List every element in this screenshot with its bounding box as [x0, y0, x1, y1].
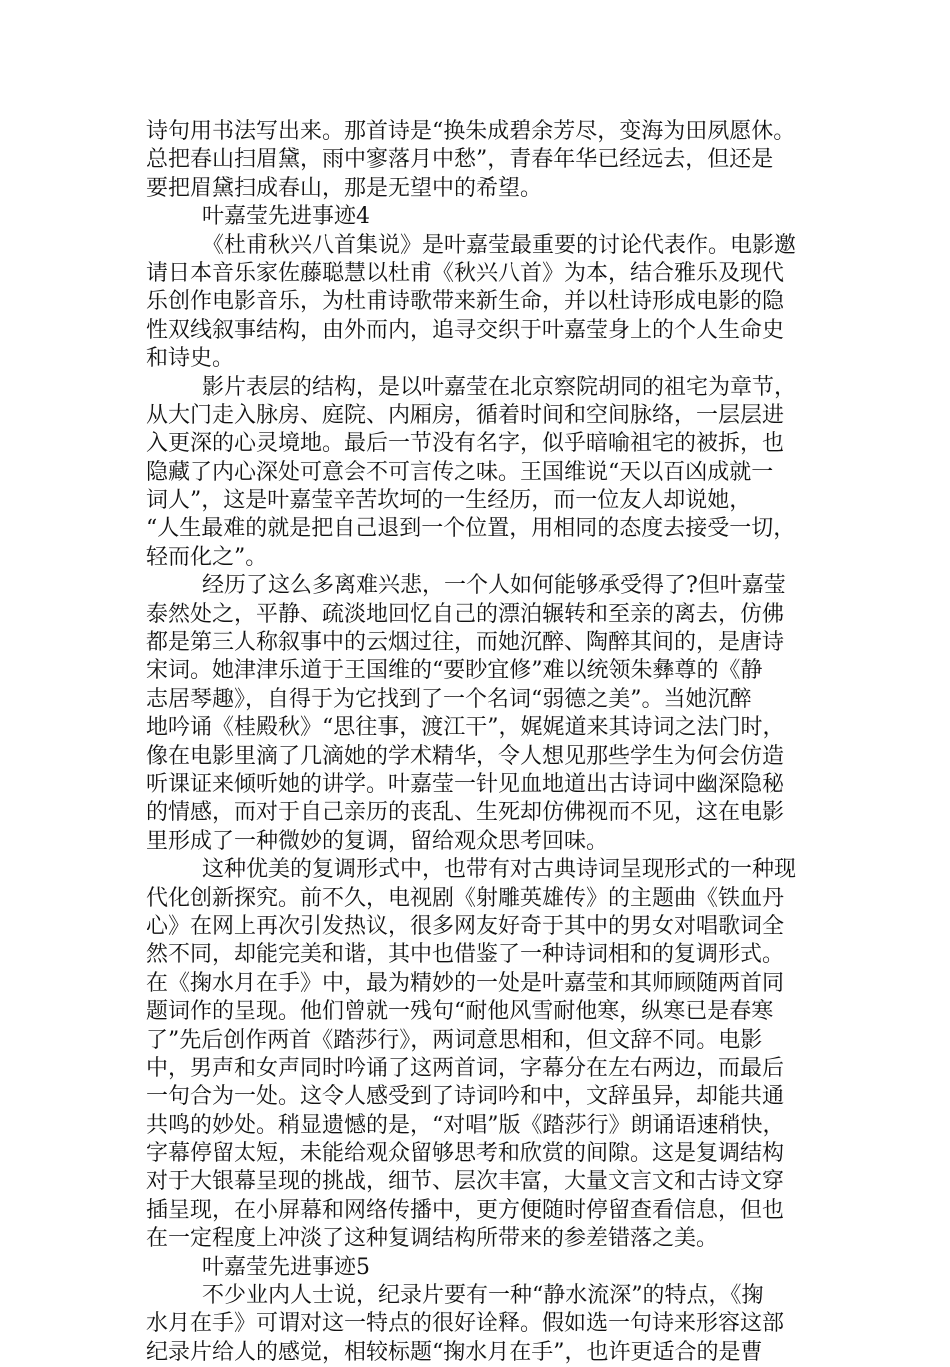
- text-line: 和诗史。: [146, 346, 235, 372]
- text-line: 代化创新探究。前不久，电视剧《射雕英雄传》的主题曲《铁血丹: [146, 885, 785, 911]
- text-line: “人生最难的就是把自己退到一个位置，用相同的态度去接受一切，: [146, 516, 796, 542]
- text-line: 泰然处之，平静、疏淡地回忆自己的漂泊辗转和至亲的离去，仿佛: [146, 601, 785, 627]
- text-line: 在《掬水月在手》中，最为精妙的一处是叶嘉莹和其师顾随两首同: [146, 970, 785, 996]
- text-line: 地吟诵《桂殿秋》“思往事，渡江干”，娓娓道来其诗词之法门时，: [146, 715, 785, 741]
- text-line: 这种优美的复调形式中，也带有对古典诗词呈现形式的一种现: [202, 857, 797, 883]
- text-line: 从大门走入脉房、庭院、内厢房，循着时间和空间脉络，一层层进: [146, 402, 785, 428]
- text-line: 影片表层的结构，是以叶嘉莹在北京察院胡同的祖宅为章节，: [202, 374, 797, 400]
- text-line: 入更深的心灵境地。最后一节没有名字，似乎暗喻祖宅的被拆，也: [146, 431, 785, 457]
- text-line: 总把春山扫眉黛，雨中寥落月中愁”，青春年华已经远去，但还是: [146, 147, 774, 173]
- text-line: 里形成了一种微妙的复调，留给观众思考回味。: [146, 828, 609, 854]
- text-line: 请日本音乐家佐藤聪慧以杜甫《秋兴八首》为本，结合雅乐及现代: [146, 260, 785, 286]
- text-line: 纪录片给人的感觉，相较标题“掬水月在手”，也许更适合的是曹: [146, 1339, 763, 1365]
- text-line: 《杜甫秋兴八首集说》是叶嘉莹最重要的讨论代表作。电影邀: [202, 232, 797, 258]
- text-line: 志居琴趣》，自得于为它找到了一个名词“弱德之美”。当她沉醉: [146, 686, 752, 712]
- text-line: 的情感，而对于自己亲历的丧乱、生死却仿佛视而不见，这在电影: [146, 800, 785, 826]
- text-line: 对于大银幕呈现的挑战，细节、层次丰富，大量文言文和古诗文穿: [146, 1169, 785, 1195]
- text-line: 都是第三人称叙事中的云烟过往，而她沉醉、陶醉其间的，是唐诗: [146, 630, 785, 656]
- text-line: 宋词。她津津乐道于王国维的“要眇宜修”难以统领朱彝尊的《静: [146, 658, 763, 684]
- text-line: 乐创作电影音乐，为杜甫诗歌带来新生命，并以杜诗形成电影的隐: [146, 289, 785, 315]
- text-line: 在一定程度上冲淡了这种复调结构所带来的参差错落之美。: [146, 1226, 719, 1252]
- section-heading: 叶嘉莹先进事迹5: [202, 1254, 370, 1280]
- text-line: 水月在手》可谓对这一特点的很好诠释。假如选一句诗来形容这部: [146, 1311, 785, 1337]
- section-heading: 叶嘉莹先进事迹4: [202, 204, 370, 230]
- text-line: 性双线叙事结构，由外而内，追寻交织于叶嘉莹身上的个人生命史: [146, 317, 785, 343]
- text-line: 轻而化之”。: [146, 544, 268, 570]
- text-line: 字幕停留太短，未能给观众留够思考和欣赏的间隙。这是复调结构: [146, 1141, 785, 1167]
- text-line: 了”先后创作两首《踏莎行》，两词意思相和，但文辞不同。电影: [146, 1027, 763, 1053]
- text-line: 诗句用书法写出来。那首诗是“换朱成碧余芳尽，变海为田夙愿休。: [146, 119, 796, 144]
- text-line: 然不同，却能完美和谐，其中也借鉴了一种诗词相和的复调形式。: [146, 942, 785, 968]
- text-line: 要把眉黛扫成春山，那是无望中的希望。: [146, 175, 543, 201]
- text-line: 插呈现，在小屏幕和网络传播中，更方便随时停留查看信息，但也: [146, 1197, 785, 1223]
- text-line: 词人”，这是叶嘉莹辛苦坎坷的一生经历，而一位友人却说她，: [146, 488, 752, 514]
- text-line: 题词作的呈现。他们曾就一残句“耐他风雪耐他寒，纵寒已是春寒: [146, 999, 774, 1025]
- text-line: 心》在网上再次引发热议，很多网友好奇于其中的男女对唱歌词全: [146, 913, 785, 939]
- text-line: 中，男声和女声同时吟诵了这两首词，字幕分在左右两边，而最后: [146, 1055, 785, 1081]
- text-line: 像在电影里滴了几滴她的学术精华，令人想见那些学生为何会仿造: [146, 743, 785, 769]
- text-line: 听课证来倾听她的讲学。叶嘉莹一针见血地道出古诗词中幽深隐秘: [146, 771, 785, 797]
- text-line: 不少业内人士说，纪录片要有一种“静水流深”的特点，《掬: [202, 1283, 764, 1309]
- text-line: 隐藏了内心深处可意会不可言传之味。王国维说“天以百凶成就一: [146, 459, 774, 485]
- document-body: [146, 118, 808, 1367]
- text-line: 经历了这么多离难兴悲，一个人如何能够承受得了?但叶嘉莹: [202, 573, 786, 599]
- text-line: 一句合为一处。这令人感受到了诗词吟和中，文辞虽异，却能共通: [146, 1084, 785, 1110]
- text-line: 共鸣的妙处。稍显遗憾的是，“对唱”版《踏莎行》朗诵语速稍快，: [146, 1112, 785, 1138]
